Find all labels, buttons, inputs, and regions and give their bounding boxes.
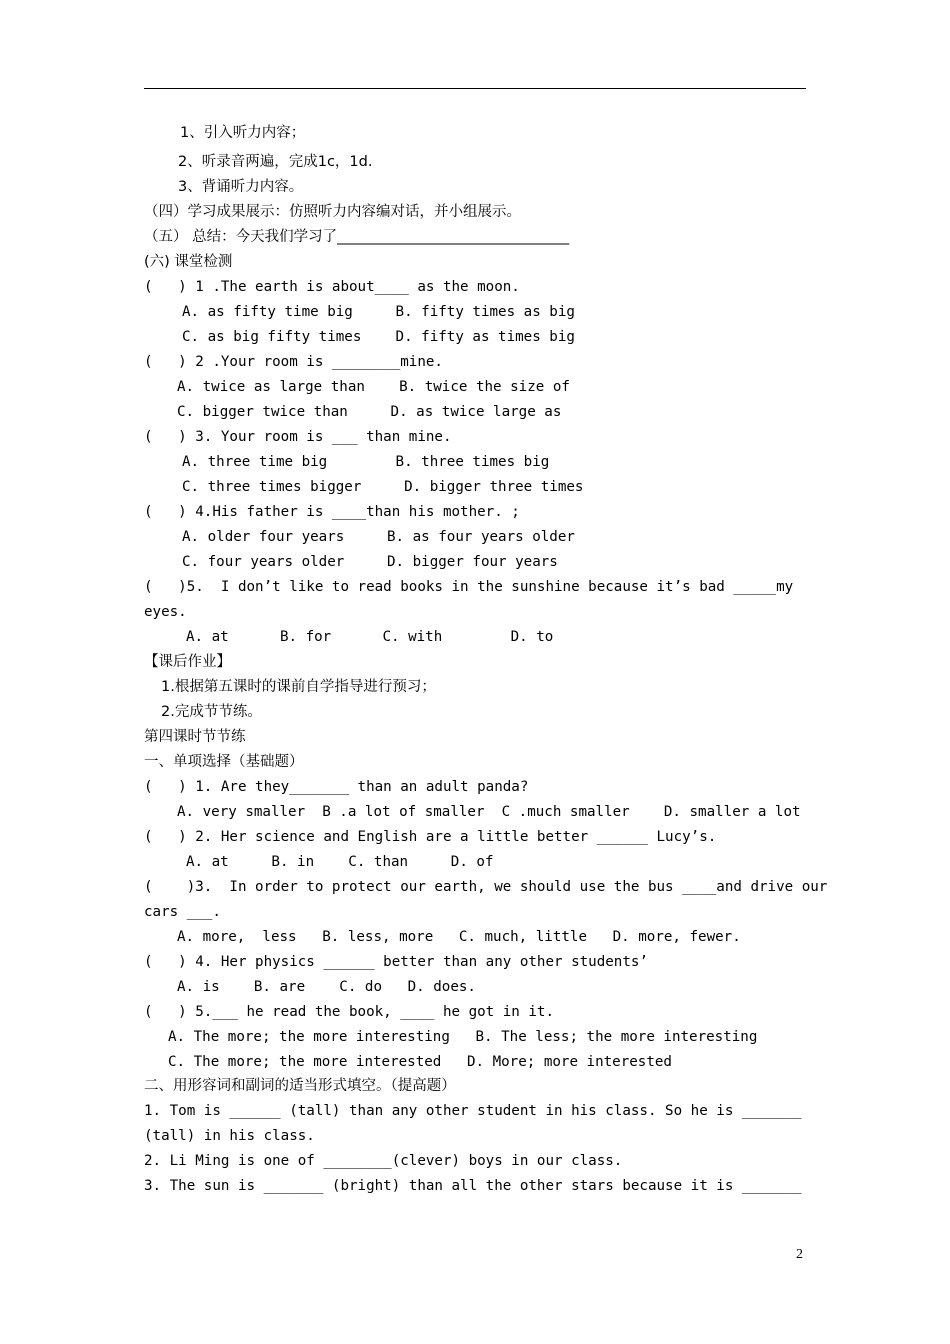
text-line: C. as big fifty times D. fifty as times big (182, 329, 575, 345)
text-line: ( ) 4. Her physics ______ better than any other students’ (144, 954, 648, 970)
text-line: (六) 课堂检测 (144, 254, 233, 270)
text-line: C. The more; the more interested D. More; more interested (168, 1054, 672, 1070)
text-line: A. older four years B. as four years older (182, 529, 575, 545)
text-line: eyes. (144, 604, 187, 620)
text-line: 2、听录音两遍，完成1c，1d. (178, 154, 373, 170)
text-line: ( ) 1. Are they_______ than an adult panda? (144, 779, 529, 795)
text-line: 3、背诵听力内容。 (178, 179, 304, 195)
text-line: 2.完成节节练。 (161, 704, 262, 720)
text-line: 3. The sun is _______ (bright) than all the other stars because it is _______ (144, 1178, 802, 1194)
text-line: 第四课时节节练 (144, 729, 246, 745)
text-line: 二、用形容词和副词的适当形式填空。（提高题） (144, 1078, 456, 1094)
text-line: ( ) 2 .Your room is ________mine. (144, 354, 443, 370)
text-line: (tall) in his class. (144, 1128, 315, 1144)
text-line: ( )3. In order to protect our earth, we should use the bus ____and drive our (144, 879, 828, 895)
text-line: 2. Li Ming is one of ________(clever) boys in our class. (144, 1153, 623, 1169)
text-line: （五） 总结：今天我们学习了________________________________ (144, 229, 570, 245)
header-rule (144, 88, 806, 89)
text-line: A. three time big B. three times big (182, 454, 550, 470)
text-line: A. as fifty time big B. fifty times as big (182, 304, 575, 320)
text-line: A. The more; the more interesting B. The less; the more interesting (168, 1029, 758, 1045)
text-line: （四）学习成果展示：仿照听力内容编对话，并小组展示。 (144, 204, 521, 220)
text-line: ( ) 3. Your room is ___ than mine. (144, 429, 452, 445)
text-line: 1、引入听力内容； (180, 125, 306, 141)
text-line: 一、单项选择（基础题） (144, 754, 304, 770)
text-line: 1. Tom is ______ (tall) than any other student in his class. So he is _______ (144, 1103, 802, 1119)
text-line: ( ) 2. Her science and English are a little better ______ Lucy’s. (144, 829, 717, 845)
text-line: A. more, less B. less, more C. much, little D. more, fewer. (177, 929, 741, 945)
page-number: 2 (796, 1247, 803, 1262)
text-line: A. very smaller B .a lot of smaller C .much smaller D. smaller a lot (177, 804, 801, 820)
text-line: C. bigger twice than D. as twice large as (177, 404, 562, 420)
text-line: A. is B. are C. do D. does. (177, 979, 476, 995)
text-line: A. at B. in C. than D. of (186, 854, 494, 870)
text-line: ( ) 4.His father is ____than his mother. ; (144, 504, 520, 520)
text-line: 【课后作业】 (144, 654, 231, 670)
text-line: cars ___. (144, 904, 221, 920)
text-line: ( ) 1 .The earth is about____ as the moon. (144, 279, 520, 295)
text-line: C. four years older D. bigger four years (182, 554, 558, 570)
text-line: ( ) 5.___ he read the book, ____ he got in it. (144, 1004, 554, 1020)
text-line: A. at B. for C. with D. to (186, 629, 554, 645)
text-line: C. three times bigger D. bigger three times (182, 479, 584, 495)
text-line: ( )5. I don’t like to read books in the sunshine because it’s bad _____my (144, 579, 794, 595)
text-line: A. twice as large than B. twice the size of (177, 379, 570, 395)
text-line: 1.根据第五课时的课前自学指导进行预习； (161, 679, 436, 695)
